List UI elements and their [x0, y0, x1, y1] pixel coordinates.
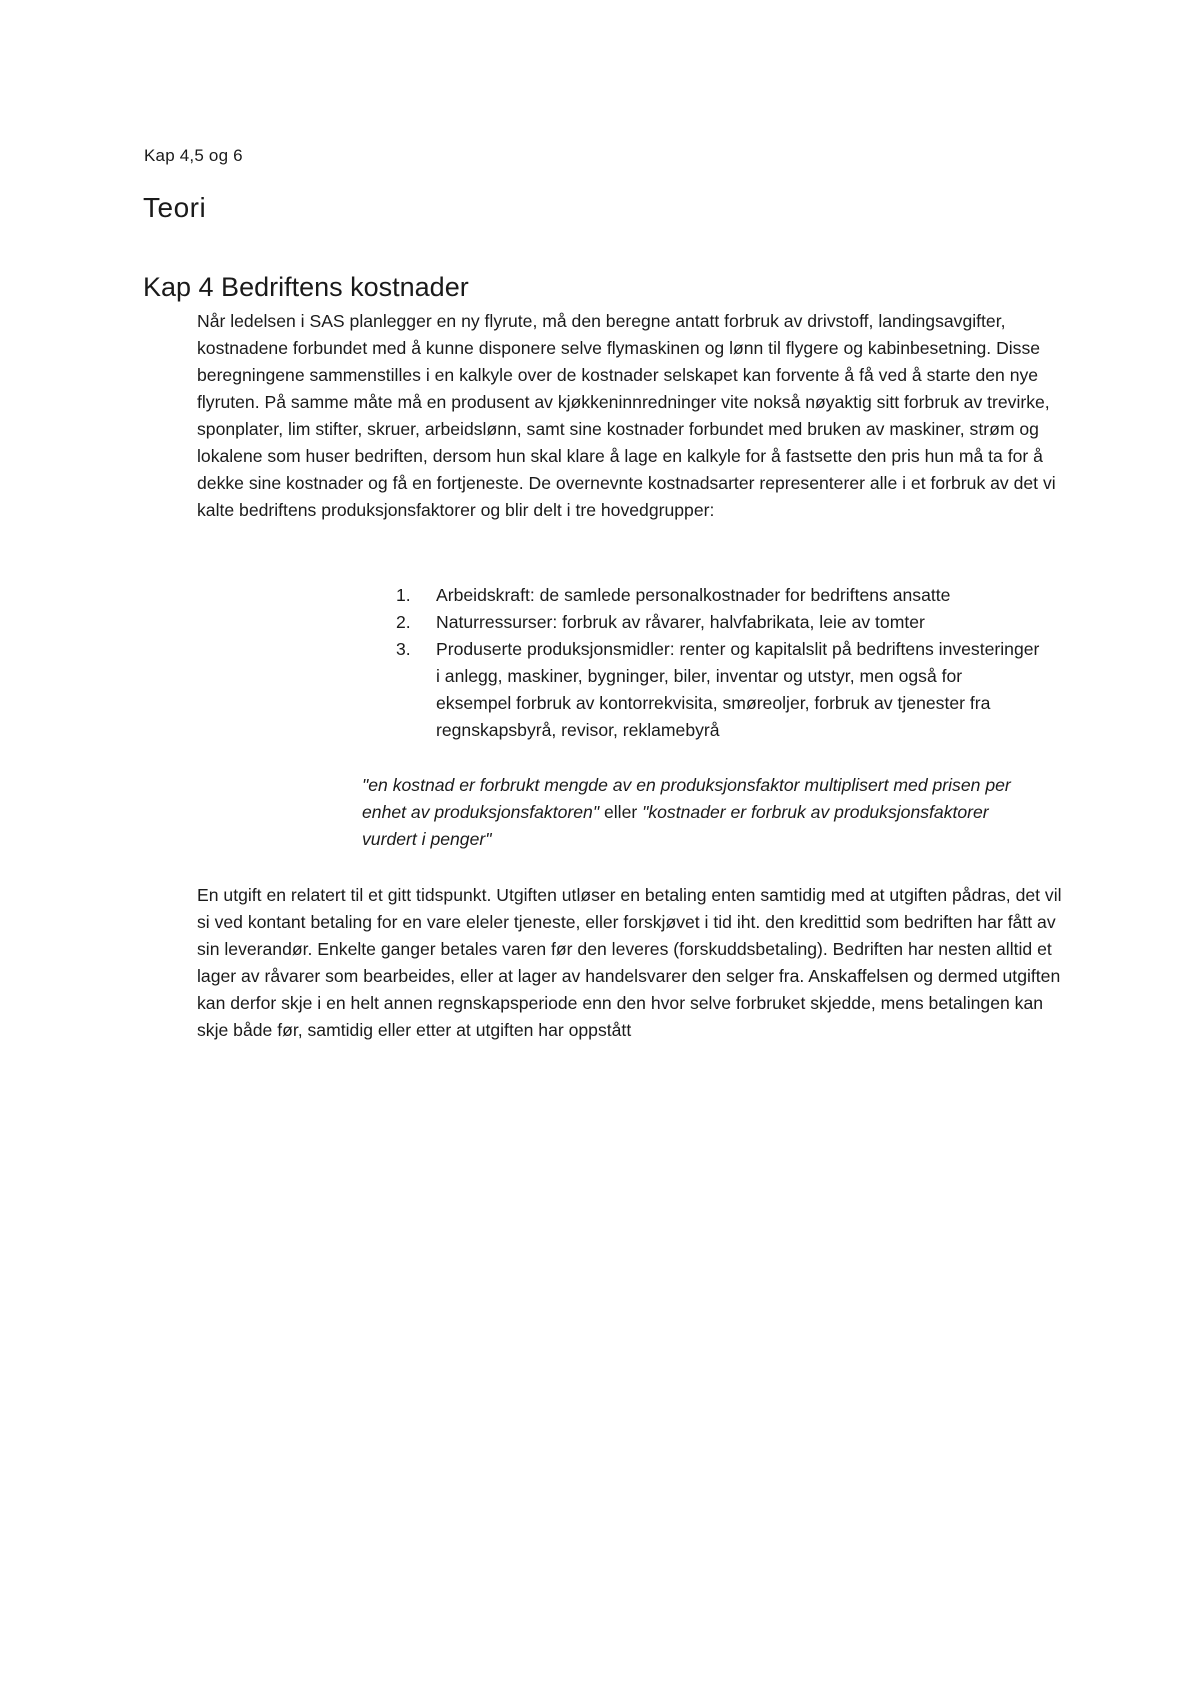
list-item [390, 636, 1040, 744]
quote-part-1: "en kostnad er forbrukt mengde av en produksjonsfaktor multiplisert med prisen per enhet av produksjonsfaktoren" [362, 775, 1011, 822]
list-number: 3. [396, 639, 411, 659]
list-item-text: Arbeidskraft: de samlede personalkostnader for bedriftens ansatte [436, 585, 951, 605]
production-factor-list [390, 582, 1040, 744]
list-item-text: Produserte produksjonsmidler: renter og kapitalslit på bedriftens investeringer i anlegg, maskiner, bygninger, biler, inventar og utstyr, men også for eksempel forbruk av kontorrekvisita, smøreoljer, forbruk av tjenester fra regnskapsbyrå, revisor, reklamebyrå [436, 639, 1040, 740]
chapter-line: Kap 4,5 og 6 [144, 146, 243, 165]
intro-paragraph: Når ledelsen i SAS planlegger en ny flyrute, må den beregne antatt forbruk av drivstoff, landingsavgifter, kostnadene forbundet med å kunne disponere selve flymaskinen og lønn til flygere og kabinbesetning. Disse beregningene sammenstilles i en kalkyle over de kostnader selskapet kan forvente å få ved å starte den nye flyruten. På samme måte må en produsent av kjøkkeninnredninger vite nokså nøyaktig sitt forbruk av trevirke, sponplater, lim stifter, skruer, arbeidslønn, samt sine kostnader forbundet med bruken av maskiner, strøm og lokalene som huser bedriften, dersom hun skal klare å lage en kalkyle for å fastsette den pris hun må ta for å dekke sine kostnader og få en fortjeneste. De overnevnte kostnadsarter representerer alle i et forbruk av det vi kalte bedriftens produksjonsfaktorer og blir delt i tre hovedgrupper: [197, 311, 1056, 520]
cost-definition-quote [362, 772, 1042, 853]
quote-connector: eller [599, 802, 643, 822]
section-heading: Kap 4 Bedriftens kostnader [143, 272, 469, 302]
utgift-paragraph: En utgift en relatert til et gitt tidspunkt. Utgiften utløser en betaling enten samtidig med at utgiften pådras, det vil si ved kontant betaling for en vare eleler tjeneste, eller forskjøvet i tid iht. den kredittid som bedriften har fått av sin leverandør. Enkelte ganger betales varen før den leveres (forskuddsbetaling). Bedriften har nesten alltid et lager av råvarer som bearbeides, eller at lager av handelsvarer den selger fra. Anskaffelsen og dermed utgiften kan derfor skje i en helt annen regnskapsperiode enn den hvor selve forbruket skjedde, mens betalingen kan skje både før, samtidig eller etter at utgiften har oppstått [197, 885, 1062, 1040]
list-item [390, 582, 1040, 609]
list-item [390, 609, 1040, 636]
list-item-text: Naturressurser: forbruk av råvarer, halvfabrikata, leie av tomter [436, 612, 925, 632]
quote-part-2: "kostnader er forbruk av produksjonsfaktorer vurdert i penger" [362, 802, 989, 849]
list-number: 1. [396, 585, 411, 605]
document-title: Teori [143, 192, 207, 223]
list-number: 2. [396, 612, 411, 632]
